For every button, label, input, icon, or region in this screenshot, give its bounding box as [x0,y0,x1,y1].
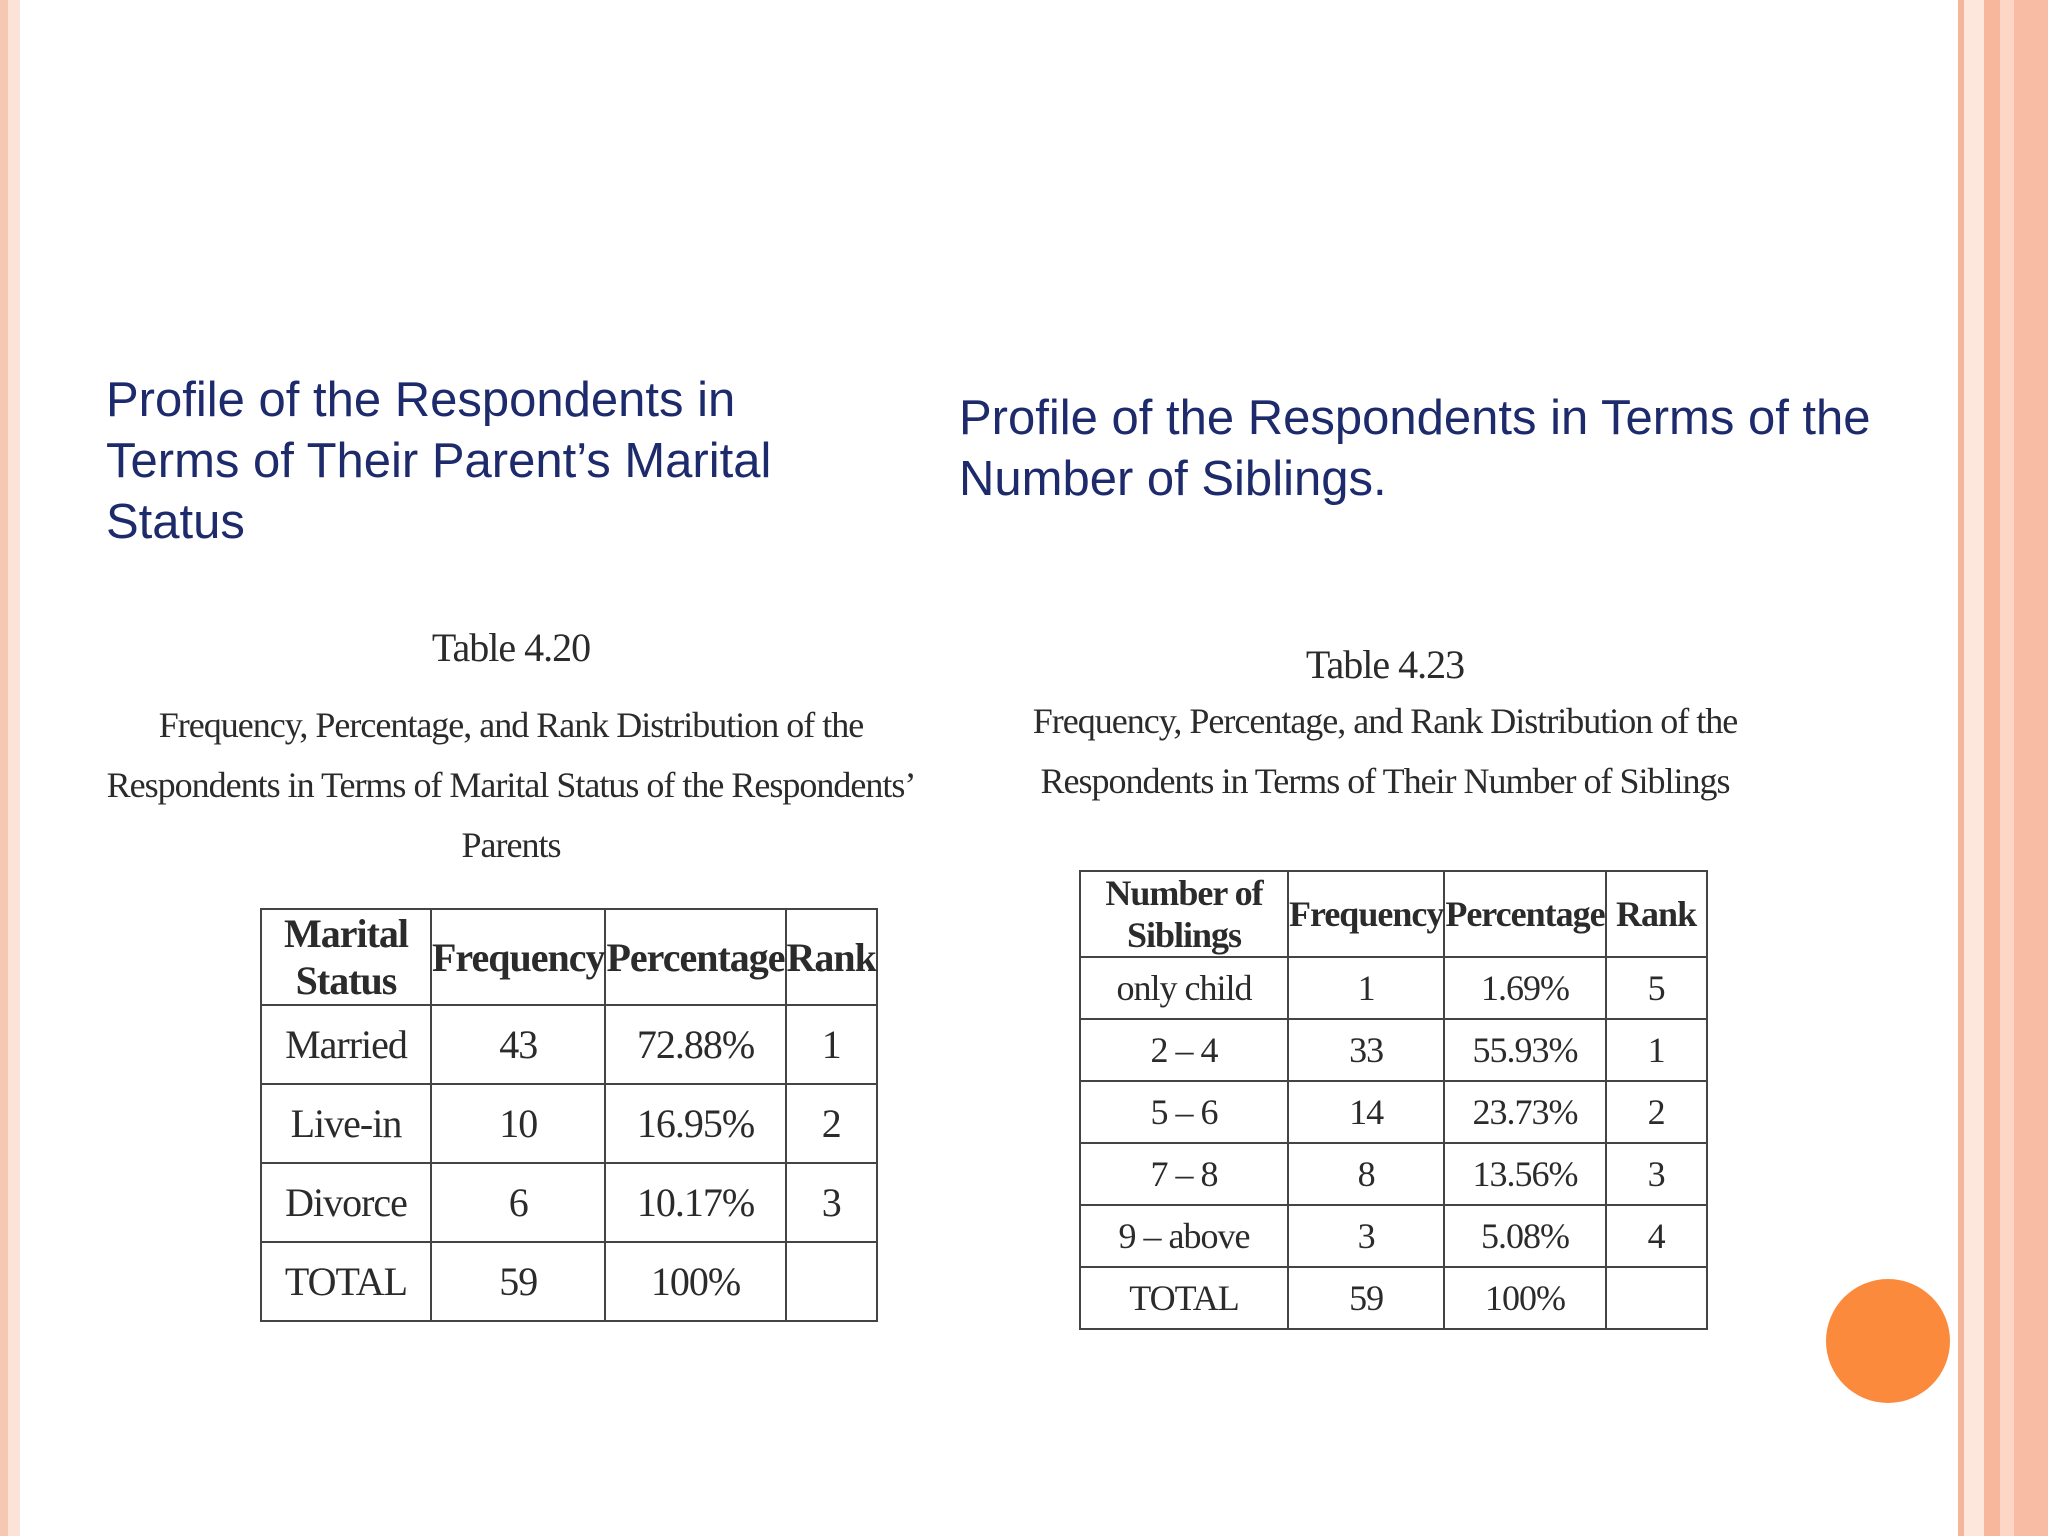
column-header: Number of Siblings [1080,871,1288,957]
table-row [1080,957,1707,1019]
table-cell: Divorce [261,1163,431,1242]
table-cell: 43 [431,1005,605,1084]
left-table-title: Table 4.20 [431,625,591,670]
table-cell: 5.08% [1444,1205,1605,1267]
table-cell: 10.17% [605,1163,785,1242]
table-cell: 1 [1288,957,1444,1019]
table-cell: 100% [1444,1267,1605,1329]
table-header-row [261,909,877,1005]
table-row [1080,1143,1707,1205]
table-row [1080,1019,1707,1081]
table-cell: 3 [1288,1205,1444,1267]
table-cell: 5 [1606,957,1707,1019]
table-cell [1606,1267,1707,1329]
table-cell: 14 [1288,1081,1444,1143]
table-cell: TOTAL [1080,1267,1288,1329]
orange-circle-decoration [1826,1279,1950,1403]
table-cell: 10 [431,1084,605,1163]
table-header-row [1080,871,1707,957]
table-cell: 1 [786,1005,877,1084]
table-cell: 6 [431,1163,605,1242]
table-cell: 8 [1288,1143,1444,1205]
marital-status-table [260,908,878,1322]
table-cell: TOTAL [261,1242,431,1321]
right-table-caption: Frequency, Percentage, and Rank Distribution of the Respondents in Terms of Their Number of Siblings [1032,701,1738,801]
table-cell: only child [1080,957,1288,1019]
table-cell: Live-in [261,1084,431,1163]
table-cell: 59 [431,1242,605,1321]
column-header: Percentage [605,909,785,1005]
table-cell: Married [261,1005,431,1084]
table-cell: 72.88% [605,1005,785,1084]
table-row [261,1084,877,1163]
table-row-total [1080,1267,1707,1329]
table-row [261,1163,877,1242]
column-header: Rank [786,909,877,1005]
column-header: Marital Status [261,909,431,1005]
table-row [261,1005,877,1084]
table-row [1080,1205,1707,1267]
table-cell: 1.69% [1444,957,1605,1019]
table-cell: 13.56% [1444,1143,1605,1205]
table-cell: 2 – 4 [1080,1019,1288,1081]
table-cell: 1 [1606,1019,1707,1081]
siblings-table [1079,870,1708,1330]
table-cell: 3 [1606,1143,1707,1205]
column-header: Frequency [1288,871,1444,957]
table-cell: 3 [786,1163,877,1242]
right-decorative-border-middle [1964,0,1984,1536]
table-cell: 23.73% [1444,1081,1605,1143]
table-cell: 9 – above [1080,1205,1288,1267]
table-cell: 33 [1288,1019,1444,1081]
table-cell: 2 [786,1084,877,1163]
table-cell: 100% [605,1242,785,1321]
table-cell: 55.93% [1444,1019,1605,1081]
right-heading: Profile of the Respondents in Terms of the Number of Siblings. [959,391,1871,506]
left-decorative-border [0,0,20,1536]
table-cell: 7 – 8 [1080,1143,1288,1205]
column-header: Rank [1606,871,1707,957]
table-row-total [261,1242,877,1321]
table-cell [786,1242,877,1321]
left-table-caption: Frequency, Percentage, and Rank Distribution of the Respondents in Terms of Marital Status of the Respondents’ Parents [106,705,916,865]
right-table-title: Table 4.23 [1305,642,1465,687]
table-cell: 5 – 6 [1080,1081,1288,1143]
table-cell: 16.95% [605,1084,785,1163]
table-cell: 2 [1606,1081,1707,1143]
right-decorative-border-outer [1984,0,2048,1536]
left-heading: Profile of the Respondents in Terms of Their Parent’s Marital Status [106,373,772,549]
column-header: Frequency [431,909,605,1005]
table-cell: 59 [1288,1267,1444,1329]
column-header: Percentage [1444,871,1605,957]
table-cell: 4 [1606,1205,1707,1267]
table-row [1080,1081,1707,1143]
